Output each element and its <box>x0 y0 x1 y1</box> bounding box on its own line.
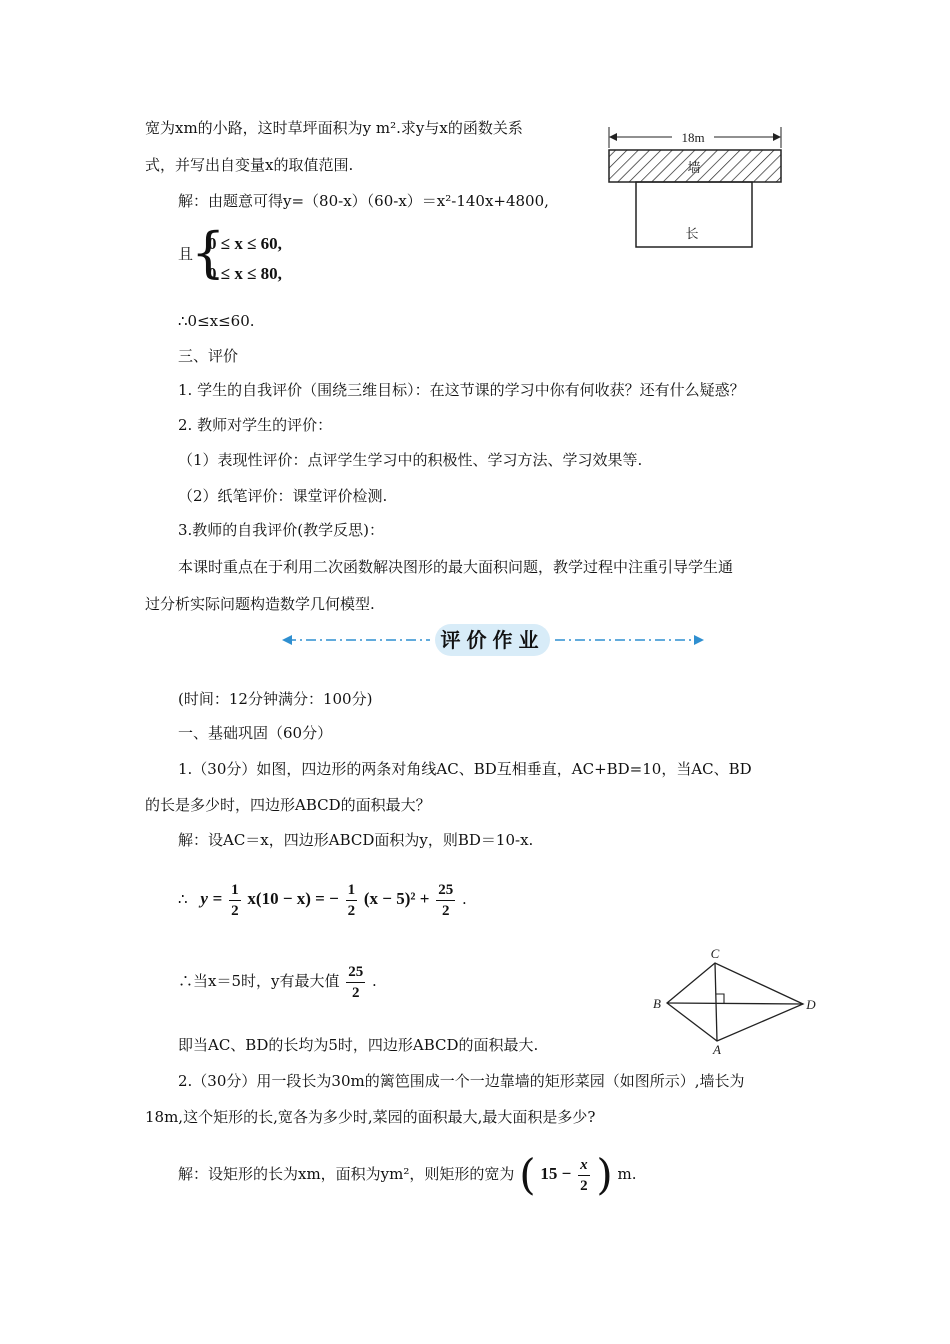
paren-right: ) <box>596 1150 613 1199</box>
fraction-25-2: $\frac{25}{2}$ <box>438 881 454 919</box>
section-basic: 一、基础巩固（60分） <box>178 724 333 742</box>
wall-figure <box>600 120 800 260</box>
max-value-line <box>178 958 377 1004</box>
time-info: (时间：12分钟满分：100分) <box>178 690 373 708</box>
formula-area <box>178 876 467 922</box>
eval-item-3: （1）表现性评价：点评学生学习中的积极性、学习方法、学习效果等. <box>178 451 643 469</box>
expr-15: 15 − <box>540 1164 572 1183</box>
paren-left: ( <box>519 1150 536 1199</box>
wall-length-label: 18m <box>681 130 705 145</box>
fraction-x-2: $\frac{x}{2}$ <box>580 1156 588 1194</box>
vertex-d-label: D <box>806 997 816 1012</box>
question-2-line-2: 18m,这个矩形的长,宽各为多少时,菜园的面积最大,最大面积是多少? <box>145 1108 596 1126</box>
inequality-1: 0 ≤ x ≤ 60, <box>208 234 282 253</box>
wall-label: 墙 <box>687 161 701 176</box>
length-label: 长 <box>685 227 699 242</box>
eval-item-2: 2. 教师对学生的评价： <box>178 416 333 434</box>
fraction-half-2: $\frac{1}{2}$ <box>347 881 356 919</box>
eval-item-5: 3.教师的自我评价(教学反思)： <box>178 521 385 539</box>
qie-label: 且 <box>178 245 194 263</box>
text-line-2: 式，并写出自变量x的取值范围. <box>145 156 354 174</box>
question-1-answer: 即当AC、BD的长均为5时，四边形ABCD的面积最大. <box>178 1036 539 1054</box>
quadrilateral-figure <box>645 948 825 1058</box>
question-1-solution: 解：设AC＝x，四边形ABCD面积为y，则BD＝10-x. <box>178 831 534 849</box>
inequality-2: 0 ≤ x ≤ 80, <box>208 264 282 283</box>
left-brace: { <box>191 221 226 284</box>
therefore-symbol: ∴ <box>178 890 188 908</box>
reflection-line-1: 本课时重点在于利用二次函数解决图形的最大面积问题，教学过程中注重引导学生通 <box>178 558 734 576</box>
vertex-b-label: B <box>653 996 661 1011</box>
conclusion-range: ∴0≤x≤60. <box>178 312 255 330</box>
question-2-line-1: 2.（30分）用一段长为30m的篱笆围成一个一边靠墙的矩形菜园（如图所示）,墙长为 <box>178 1072 745 1090</box>
text-line-1: 宽为xm的小路，这时草坪面积为y m².求y与x的函数关系 <box>145 119 523 137</box>
reflection-line-2: 过分析实际问题构造数学几何模型. <box>145 595 375 613</box>
vertex-c-label: C <box>710 948 720 961</box>
section-evaluation: 三、评价 <box>178 347 239 365</box>
eval-item-1: 1. 学生的自我评价（围绕三维目标）：在这节课的学习中你有何收获？还有什么疑惑？ <box>178 381 745 399</box>
period: . <box>461 890 467 908</box>
banner-title: 评价作业 <box>435 624 550 656</box>
question-2-solution <box>178 1144 637 1204</box>
expr-square: (x − 5)² + <box>363 889 430 908</box>
var-y: y <box>200 889 208 908</box>
expr-middle: x(10 − x) = − <box>247 889 339 908</box>
q2-solution-text: 解：设矩形的长为xm，面积为ym²，则矩形的宽为 <box>178 1165 515 1183</box>
fraction-half-1: $\frac{1}{2}$ <box>231 881 239 919</box>
unit-m: m. <box>617 1165 637 1183</box>
text-line-3: 解：由题意可得y=（80-x）（60-x）＝x²-140x+4800, <box>178 192 549 210</box>
equals: = <box>212 889 223 908</box>
max-value-text: ∴当x＝5时，y有最大值 <box>178 972 340 990</box>
question-1-line-2: 的长是多少时，四边形ABCD的面积最大？ <box>145 796 431 814</box>
vertex-a-label: A <box>713 1042 721 1057</box>
question-1-line-1: 1.（30分）如图，四边形的两条对角线AC、BD互相垂直，AC+BD=10，当AC、BD <box>178 760 752 778</box>
eval-item-4: （2）纸笔评价：课堂评价检测. <box>178 487 388 505</box>
period: . <box>372 972 377 990</box>
fraction-max: $\frac{25}{2}$ <box>348 963 364 1001</box>
